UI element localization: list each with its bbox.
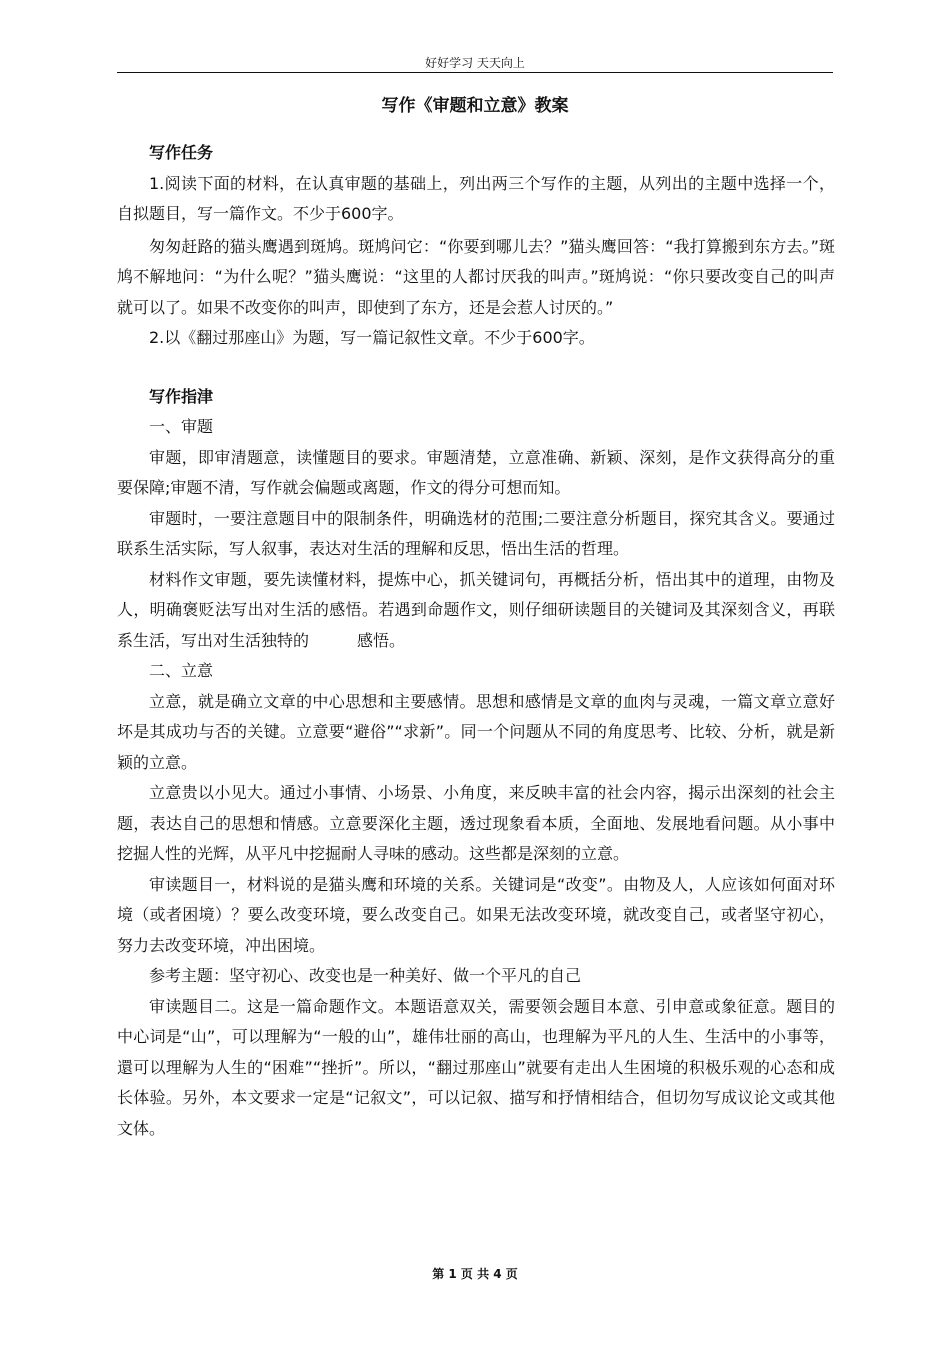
topic-review-paragraph-1: 审题，即审清题意，读懂题目的要求。审题清楚，立意准确、新颖、深刻，是作文获得高分的重要保障;审题不清，写作就会偏题或离题，作文的得分可想而知。 [117,447,835,497]
task-two-paragraph: 2.以《翻过那座山》为题，写一篇记叙性文章。不少于600字。 [149,328,595,347]
reference-themes: 参考主题：坚守初心、改变也是一种美好、做一个平凡的自己 [149,966,582,985]
page-number-footer: 第 1 页 共 4 页 [432,1267,518,1281]
analysis-topic-one: 审读题目一，材料说的是猫头鹰和环境的关系。关键词是“改变”。由物及人，人应该如何面对环境（或者困境）？要么改变环境，要么改变自己。如果无法改变环境，就改变自己，或者坚守初心，努力去改变环境，冲出困境。 [117,874,835,955]
header-divider [117,72,833,73]
document-body [117,138,835,1144]
page-header: 好好学习 天天向上 [425,56,525,70]
subheading-theme: 二、立意 [149,661,214,680]
task-one-paragraph: 1.阅读下面的材料，在认真审题的基础上，列出两三个写作的主题，从列出的主题中选择一个，自拟题目，写一篇作文。不少于600字。 [117,173,835,223]
document-title: 写作《审题和立意》教案 [381,96,569,116]
material-paragraph: 匆匆赶路的猫头鹰遇到斑鸠。斑鸠问它：“你要到哪儿去？”猫头鹰回答：“我打算搬到东方去。”斑鸠不解地问：“为什么呢？”猫头鹰说：“这里的人都讨厌我的叫声。”斑鸠说：“你只要改变自己的叫声就可以了。如果不改变你的叫声，即使到了东方，还是会惹人讨厌的。” [117,236,835,317]
analysis-topic-two: 审读题目二。这是一篇命题作文。本题语意双关，需要领会题目本意、引申意或象征意。题目的中心词是“山”，可以理解为“一般的山”，雄伟壮丽的高山，也理解为平凡的人生、生活中的小事等，還可以理解为人生的“困难”“挫折”。所以，“翻过那座山”就要有走出人生困境的积极乐观的心态和成长体验。另外，本文要求一定是“记叙文”，可以记叙、描写和抒情相结合，但切勿写成议论文或其他文体。 [117,996,835,1138]
topic-review-paragraph-3: 材料作文审题，要先读懂材料，提炼中心，抓关键词句，再概括分析，悟出其中的道理，由物及人，明确褒贬法写出对生活的感悟。若遇到命题作文，则仔细研读题目的关键词及其深刻含义，再联系生活，写出对生活独特的 感悟。 [117,569,835,650]
section-heading-writing-guide: 写作指津 [149,386,214,406]
theme-paragraph-2: 立意贵以小见大。通过小事情、小场景、小角度，来反映丰富的社会内容，揭示出深刻的社会主题，表达自己的思想和情感。立意要深化主题，透过现象看本质，全面地、发展地看问题。从小事中挖掘人性的光辉，从平凡中挖掘耐人寻味的感动。这些都是深刻的立意。 [117,783,835,863]
subheading-topic-review: 一、审题 [149,417,214,436]
topic-review-paragraph-2: 审题时，一要注意题目中的限制条件，明确选材的范围;二要注意分析题目，探究其含义。要通过联系生活实际，写人叙事，表达对生活的理解和反思，悟出生活的哲理。 [117,508,835,558]
theme-paragraph-1: 立意，就是确立文章的中心思想和主要感情。思想和感情是文章的血肉与灵魂，一篇文章立意好坏是其成功与否的关键。立意要“避俗”“求新”。同一个问题从不同的角度思考、比较、分析，就是新颖的立意。 [117,691,835,772]
section-heading-writing-task: 写作任务 [149,143,214,162]
